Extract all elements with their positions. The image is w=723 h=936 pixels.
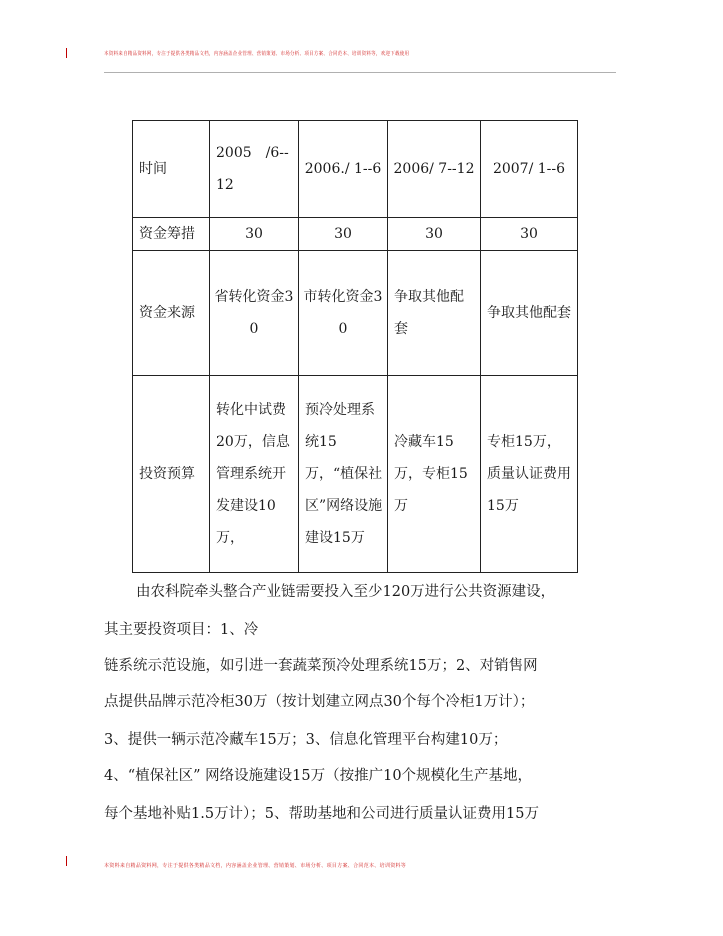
header-rule [104, 72, 616, 73]
period-cell: 2007/ 1--6 [481, 121, 578, 218]
table-row-sources [133, 251, 578, 376]
footer-margin-mark [66, 856, 67, 866]
row-label-sources: 资金来源 [133, 251, 210, 376]
paragraph-line: 其主要投资项目：1、冷 [104, 622, 259, 638]
header-banner: 本资料来自精品资料网，专注于提供各类精品文档，内容涵盖企业管理、营销策划、市场分析、项目方案、合同范本、培训资料等，欢迎下载使用 [104, 51, 410, 57]
funding-cell: 30 [299, 218, 388, 251]
row-label-time: 时间 [133, 121, 210, 218]
source-cell: 市转化资金30 [299, 251, 388, 376]
budget-cell: 预冷处理系统15万，“植保社区”网络设施建设15万 [299, 376, 388, 573]
paragraph-line: 每个基地补贴1.5万计）；5、帮助基地和公司进行质量认证费用15万 [104, 806, 539, 822]
table-row-budget [133, 376, 578, 573]
period-cell: 2005 /6--12 [210, 121, 299, 218]
budget-cell: 冷藏车15万，专柜15万 [388, 376, 481, 573]
source-cell: 争取其他配套 [481, 251, 578, 376]
table-row-time [133, 121, 578, 218]
paragraph-line: 4、“植保社区” 网络设施建设15万（按推广10个规模化生产基地， [104, 768, 533, 784]
paragraph-line: 3、提供一辆示范冷藏车15万；3、信息化管理平台构建10万； [104, 732, 508, 748]
budget-cell: 转化中试费20万，信息管理系统开发建设10万， [210, 376, 299, 573]
funding-cell: 30 [210, 218, 299, 251]
budget-table [132, 120, 578, 573]
header-margin-mark [66, 48, 67, 58]
source-cell: 争取其他配套 [388, 251, 481, 376]
funding-cell: 30 [481, 218, 578, 251]
source-cell: 省转化资金30 [210, 251, 299, 376]
row-label-funding: 资金筹措 [133, 218, 210, 251]
table-row-funding [133, 218, 578, 251]
row-label-budget: 投资预算 [133, 376, 210, 573]
paragraph-line: 由农科院牵头整合产业链需要投入至少120万进行公共资源建设， [136, 584, 556, 600]
paragraph-line: 点提供品牌示范冷柜30万（按计划建立网点30个每个冷柜1万计）； [104, 694, 535, 710]
footer-banner: 本资料来自精品资料网，专注于提供各类精品文档，内容涵盖企业管理、营销策划、市场分析、项目方案、合同范本、培训资料等 [104, 863, 407, 869]
paragraph-line: 链系统示范设施，如引进一套蔬菜预冷处理系统15万；2、对销售网 [104, 658, 538, 674]
period-cell: 2006/ 7--12 [388, 121, 481, 218]
funding-cell: 30 [388, 218, 481, 251]
budget-cell: 专柜15万，质量认证费用15万 [481, 376, 578, 573]
period-cell: 2006./ 1--6 [299, 121, 388, 218]
